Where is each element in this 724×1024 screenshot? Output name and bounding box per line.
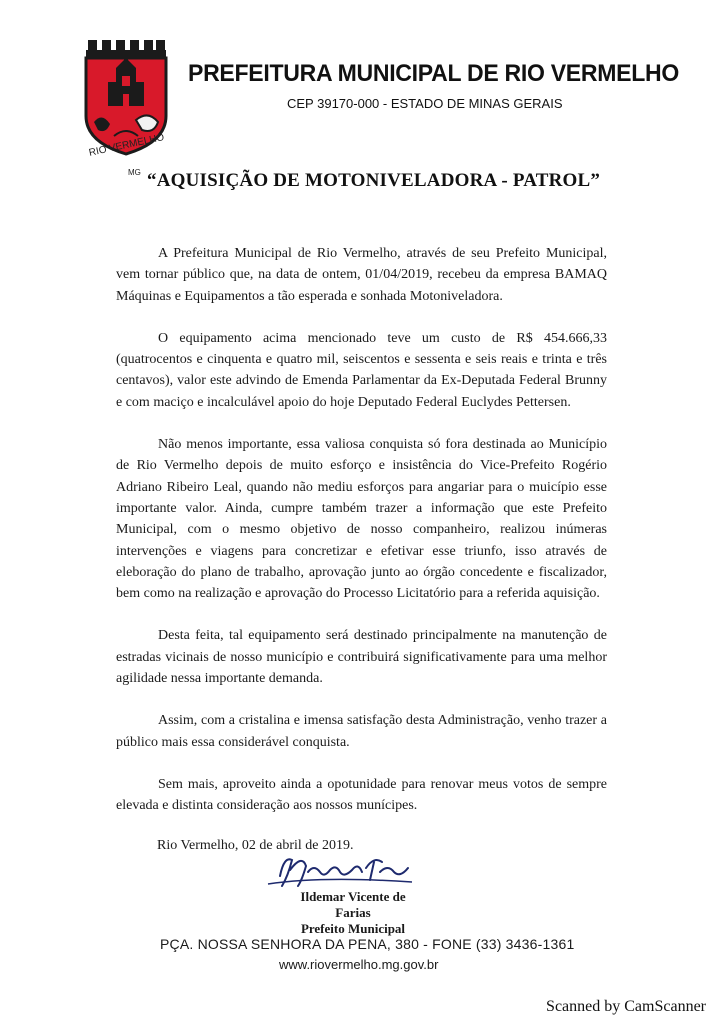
footer-address: PÇA. NOSSA SENHORA DA PENA, 380 - FONE (33) 3436-1361 — [160, 936, 575, 952]
organization-address-line: CEP 39170-000 - ESTADO DE MINAS GERAIS — [287, 96, 563, 111]
paragraph: Não menos importante, essa valiosa conquista só fora destinada ao Município de Rio Vermelho depois de muito esforço e insistência do Vice-Prefeito Rogério Adriano Ribeiro Leal, quando não mediu esforços para angariar para o muicípio esse importante valor. Ainda, cumpre também trazer a informação que este Prefeito Municipal, com o mesmo objetivo de nosso companheiro, realizou inúmeras intervenções e viagens para concretizar e efetivar esse triunfo, isso através de eleboração do plano de trabalho, aprovação junto ao órgão concedente e fiscalizador, bem como na realização e aprovação do Processo Licitatório para a referida aquisição. — [116, 437, 607, 602]
signatory-name: Ildemar Vicente de Farias — [300, 889, 406, 920]
paragraph: Sem mais, aproveito ainda a opotunidade para renovar meus votos de sempre elevada e distinta consideração aos nossos munícipes. — [116, 776, 607, 814]
footer-website: www.riovermelho.mg.gov.br — [279, 957, 439, 972]
signatory-role: Prefeito Municipal — [300, 921, 406, 936]
letter-body — [116, 243, 607, 838]
paragraph: Assim, com a cristalina e imensa satisfação desta Administração, venho trazer a público mais essa considerável conquista. — [116, 713, 607, 750]
paragraph: Desta feita, tal equipamento será destinado principalmente na manutenção de estradas vicinais de nosso município e contribuirá significativamente para uma melhor agilidade nessa importante demanda. — [116, 628, 607, 687]
document-title: “AQUISIÇÃO DE MOTONIVELADORA - PATROL” — [147, 170, 601, 191]
paragraph: A Prefeitura Municipal de Rio Vermelho, através de seu Prefeito Municipal, vem tornar público que, na data de ontem, 01/04/2019, recebeu da empresa BAMAQ Máquinas e Equipamentos a tão esperada e sonhada Motoniveladora. — [116, 246, 607, 304]
paragraph: O equipamento acima mencionado teve um custo de R$ 454.666,33 (quatrocentos e cinquenta e quatro mil, seiscentos e sessenta e seis reais e trinta e três centavos), valor este advindo de Emenda Parlamentar da Ex-Deputada Federal Brunny e com maciço e incalculável apoio do hoje Deputado Federal Euclydes Pettersen. — [116, 330, 607, 410]
signatory-block — [283, 889, 423, 937]
crest-state: MG — [128, 168, 141, 177]
scanner-watermark: Scanned by CamScanner — [546, 998, 706, 1015]
organization-name: PREFEITURA MUNICIPAL DE RIO VERMELHO — [188, 60, 679, 87]
place-date: Rio Vermelho, 02 de abril de 2019. — [157, 838, 354, 853]
crest-caption: RIO VERMELHO — [88, 132, 166, 159]
handwritten-signature — [262, 846, 422, 894]
